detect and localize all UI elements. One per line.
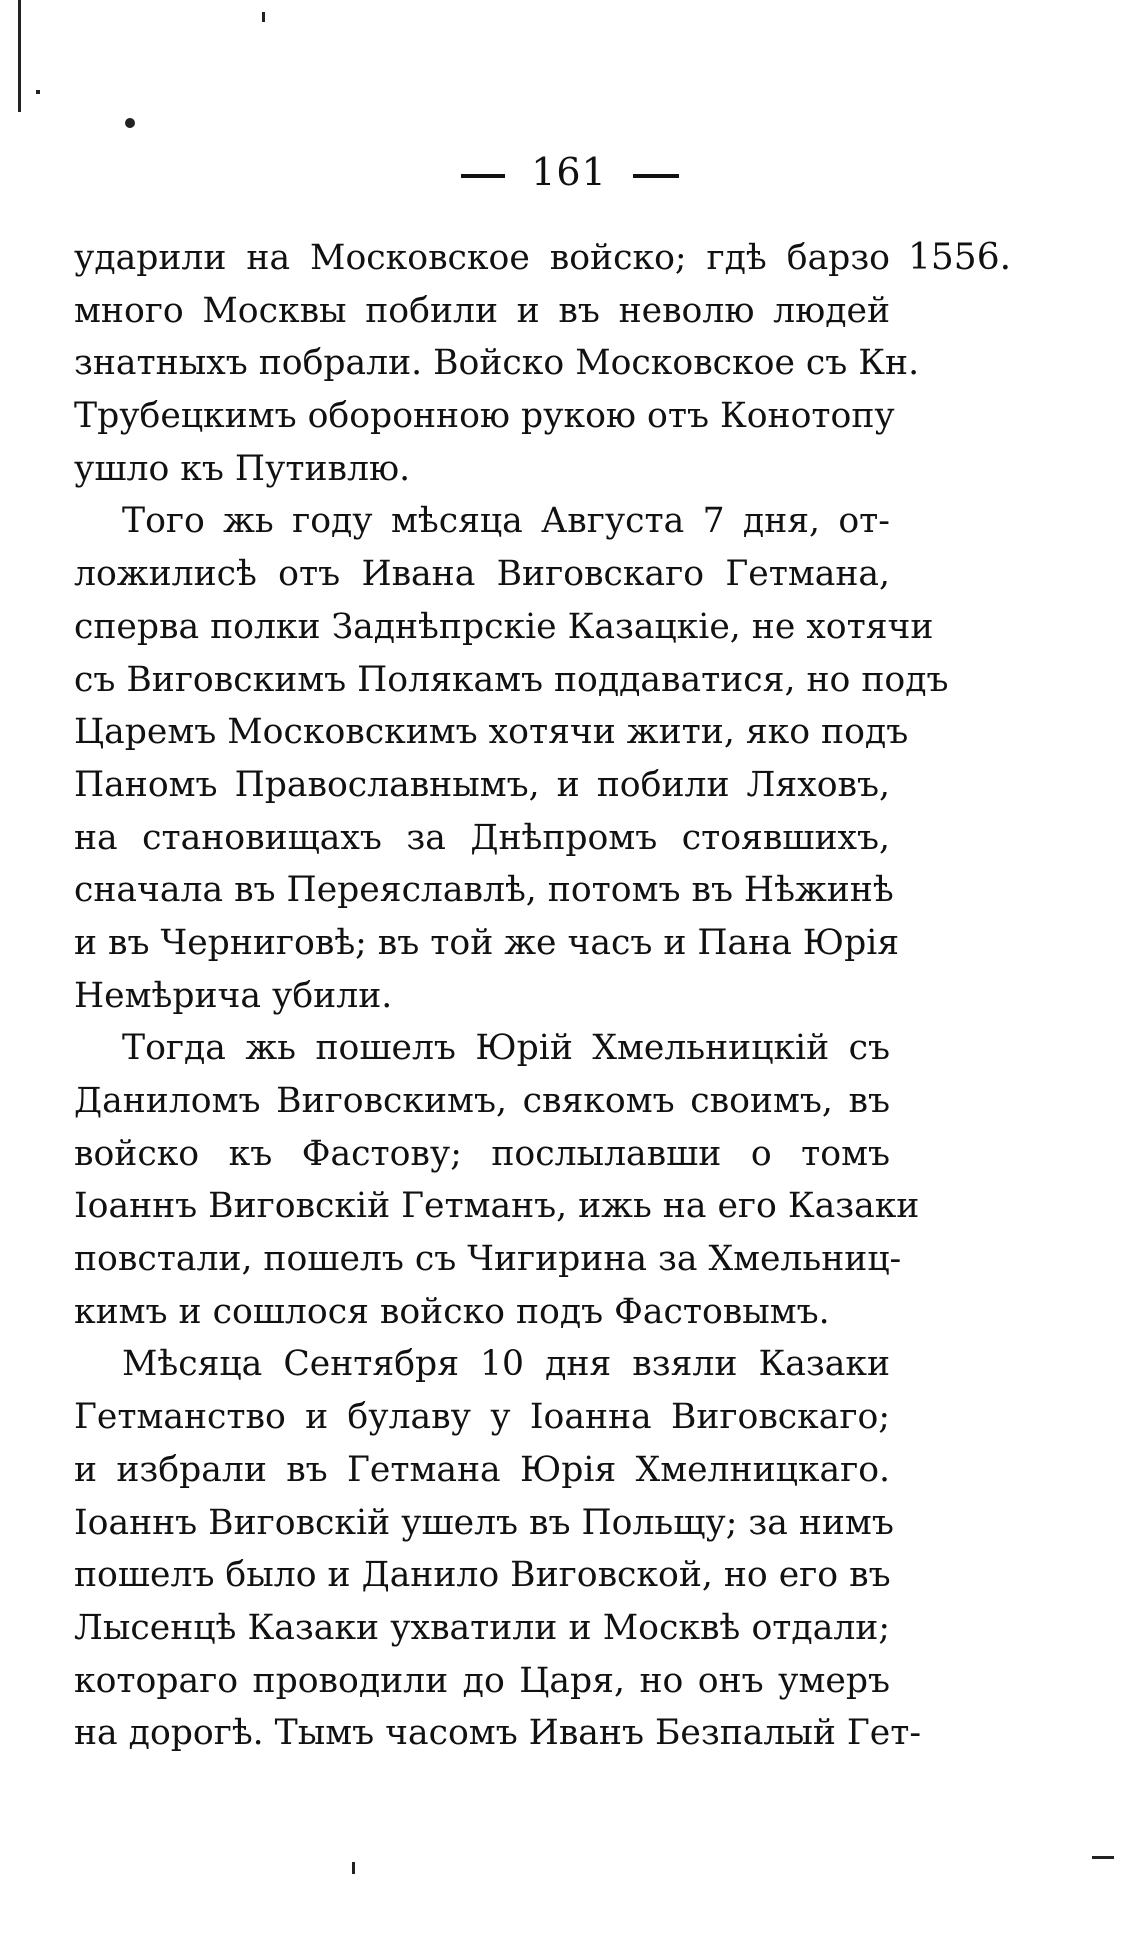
- text-line: сначала въ Переяславлѣ, потомъ въ Нѣжинѣ: [74, 870, 894, 911]
- paragraph-start-text: Тогда жь пошелъ Юрій Хмельницкій съ: [122, 1028, 890, 1069]
- text-line: Немѣрича убили.: [74, 975, 393, 1016]
- scan-artifact: [1092, 1856, 1114, 1859]
- text-line: ударили на Московское войско; гдѣ барзо: [74, 238, 890, 278]
- page-number: 161: [531, 150, 607, 194]
- text-line: Іоаннъ Виговскій ушелъ въ Польщу; за нимъ: [74, 1502, 894, 1543]
- text-line: и въ Черниговѣ; въ той же часъ и Пана Юрія: [74, 922, 900, 963]
- text-line: пошелъ было и Данило Виговской, но его въ: [74, 1555, 891, 1596]
- text-line: на дорогѣ. Тымъ часомъ Иванъ Безпалый Гет-: [74, 1713, 922, 1754]
- text-line: знатныхъ побрали. Войско Московское съ Кн.: [74, 343, 920, 384]
- text-line: повстали, пошелъ съ Чигирина за Хмельниц-: [74, 1239, 902, 1280]
- paragraph-start-text: Мѣсяца Сентября 10 дня взяли Казаки: [122, 1344, 890, 1385]
- scan-artifact: [125, 118, 135, 128]
- text-line: Іоаннъ Виговскій Гетманъ, ижь на его Казаки: [74, 1186, 920, 1227]
- text-line: кимъ и сошлося войско подъ Фастовымъ.: [74, 1291, 830, 1332]
- text-line: много Москвы побили и въ неволю людей: [74, 290, 890, 331]
- text-line: ложилисѣ отъ Ивана Виговскаго Гетмана,: [74, 554, 890, 595]
- paragraph-start-text: Того жь году мѣсяца Августа 7 дня, от-: [122, 501, 890, 542]
- margin-year: 1556.: [908, 237, 1012, 278]
- header-dash-left: [461, 174, 505, 178]
- text-line: войско къ Фастову; послылавши о томъ: [74, 1133, 890, 1174]
- text-line: на становищахъ за Днѣпромъ стоявшихъ,: [74, 817, 890, 858]
- text-line-paragraph-start: [74, 1022, 890, 1075]
- header-dash-right: [633, 174, 679, 178]
- scan-artifact: [262, 12, 265, 22]
- text-line: и избрали въ Гетмана Юрія Хмелницкаго.: [74, 1449, 890, 1490]
- text-line: Трубецкимъ оборонною рукою отъ Конотопу: [74, 396, 895, 437]
- text-line: Паномъ Православнымъ, и побили Ляховъ,: [74, 764, 890, 805]
- scan-artifact: [352, 1862, 355, 1874]
- text-line: сперва полки Заднѣпрскіе Казацкіе, не хотячи: [74, 606, 934, 647]
- scan-artifact: [18, 0, 21, 112]
- text-line: съ Виговскимъ Полякамъ поддаватися, но подъ: [74, 659, 949, 700]
- text-line: ушло къ Путивлю.: [74, 448, 411, 489]
- text-line: Лысенцѣ Казаки ухватили и Москвѣ отдали;: [74, 1607, 890, 1648]
- text-line-paragraph-start: [74, 1338, 890, 1391]
- text-line: Даниломъ Виговскимъ, свякомъ своимъ, въ: [74, 1081, 890, 1121]
- text-line: Гетманство и булаву у Іоанна Виговскаго;: [74, 1397, 890, 1438]
- page-number-header: [0, 150, 1140, 194]
- text-line-paragraph-start: [74, 495, 890, 548]
- text-line: Царемъ Московскимъ хотячи жити, яко подъ: [74, 712, 909, 753]
- text-line: котораго проводили до Царя, но онъ умеръ: [74, 1660, 890, 1701]
- body-text: [74, 232, 949, 1760]
- scan-artifact: [36, 90, 40, 94]
